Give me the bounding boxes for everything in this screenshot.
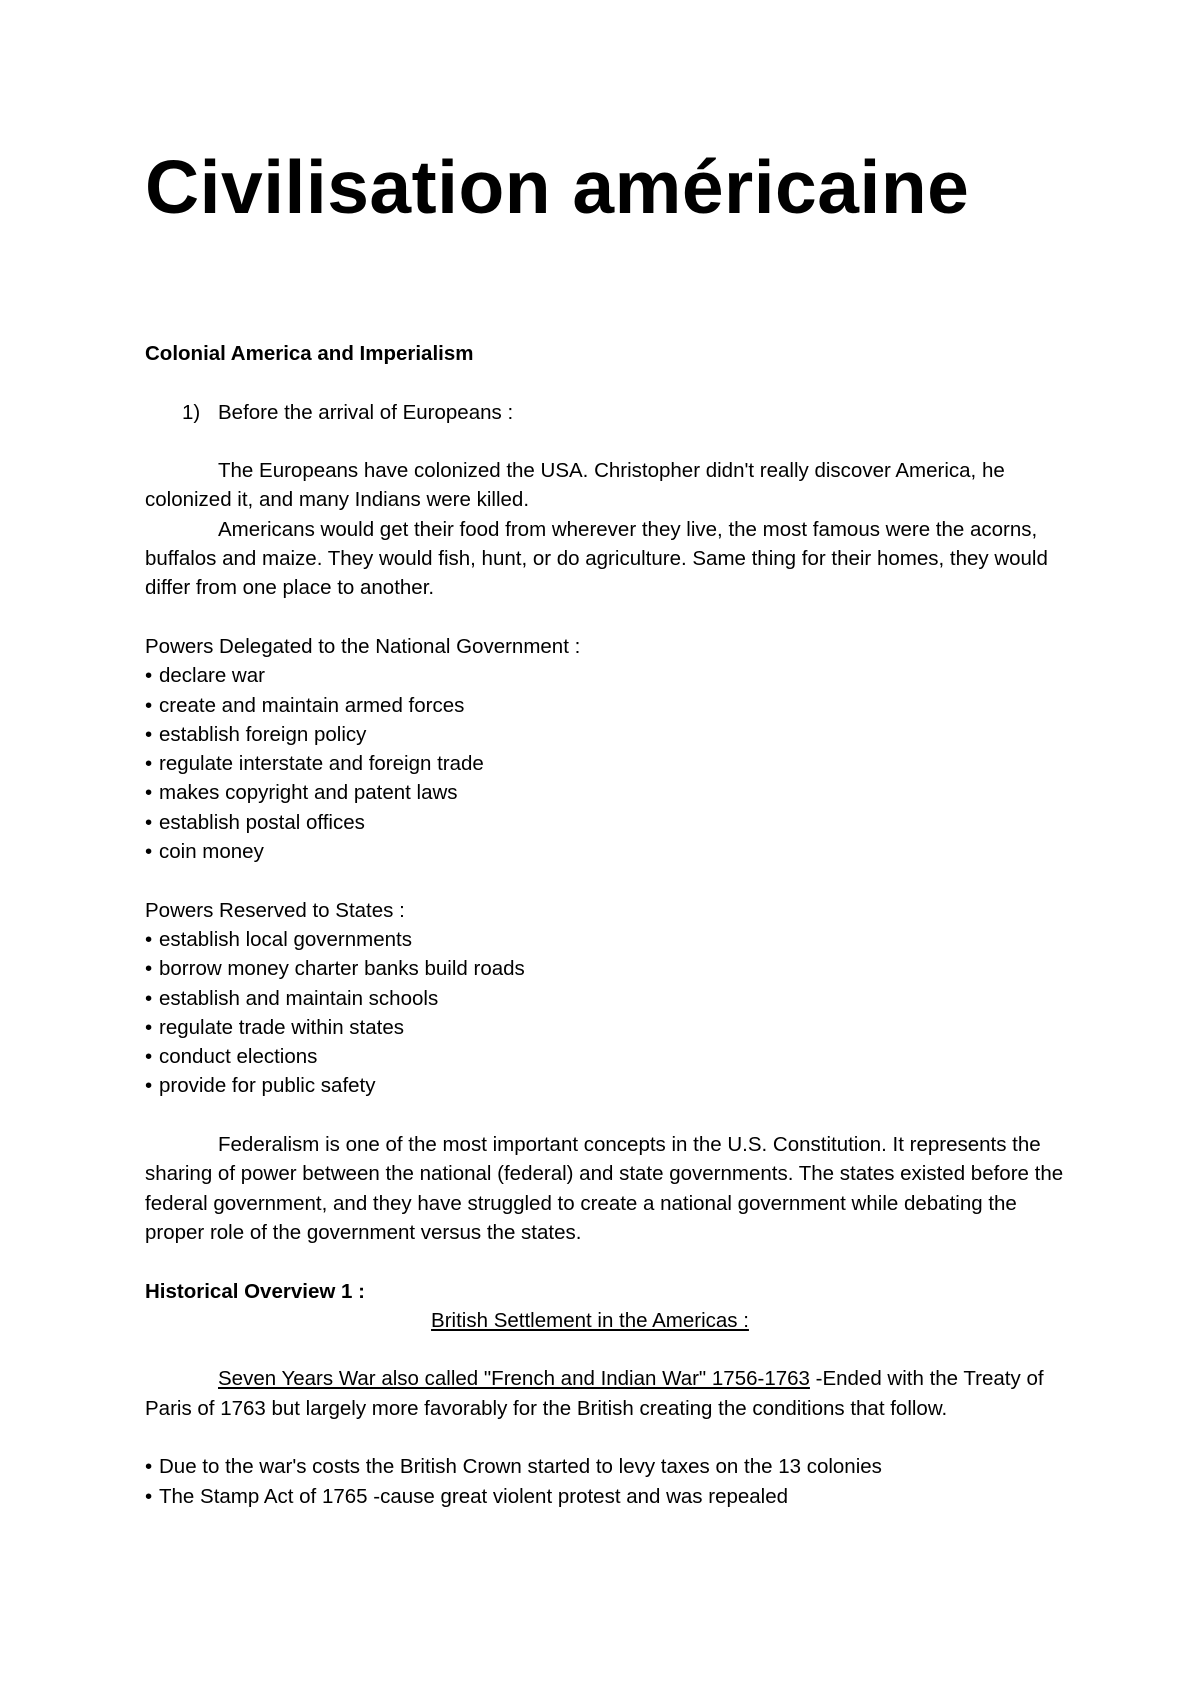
bullet-icon: • — [145, 1045, 153, 1069]
subheading-british-settlement: British Settlement in the Americas : — [431, 1308, 749, 1332]
list-item: • regulate interstate and foreign trade — [145, 749, 1065, 778]
numbered-item — [145, 398, 1065, 427]
paragraph-americans-food: Americans would get their food from wherever they live, the most famous were the acorns, buffalos and maize. They would fish, hunt, or do agriculture. Same thing for their homes, they would differ from one place to another. — [145, 517, 1048, 600]
list-item: • conduct elections — [145, 1042, 1065, 1071]
war-title: Seven Years War also called "French and Indian War" 1756-1763 — [218, 1367, 810, 1391]
national-powers-heading: Powers Delegated to the National Government : — [145, 634, 581, 658]
item-number: 1) — [182, 400, 201, 424]
bullet-icon: • — [145, 752, 153, 776]
list-item: • establish and maintain schools — [145, 984, 1065, 1013]
bullet-icon: • — [145, 840, 153, 864]
bullet-icon: • — [145, 693, 153, 717]
list-item: • makes copyright and patent laws — [145, 778, 1065, 807]
list-item: • create and maintain armed forces — [145, 691, 1065, 720]
list-item: • declare war — [145, 661, 1065, 690]
bullet-icon: • — [145, 1484, 153, 1508]
document-title: Civilisation américaine — [145, 145, 970, 229]
paragraph-seven-years-war — [145, 1364, 1065, 1423]
state-powers-list — [145, 925, 1065, 1101]
bullet-icon: • — [145, 986, 153, 1010]
bullet-icon: • — [145, 1455, 153, 1479]
list-item: • Due to the war's costs the British Crown started to levy taxes on the 13 colonies — [145, 1452, 1065, 1481]
list-item: • establish foreign policy — [145, 720, 1065, 749]
document-body — [145, 339, 1065, 1511]
list-item: • provide for public safety — [145, 1071, 1065, 1100]
list-item: • The Stamp Act of 1765 -cause great violent protest and was repealed — [145, 1482, 1065, 1511]
paragraph-federalism: Federalism is one of the most important concepts in the U.S. Constitution. It represents the sharing of power between the national (federal) and state governments. The states existed before the federal government, and they have struggled to create a national government while debating the proper role of the government versus the states. — [145, 1133, 1064, 1244]
state-powers-heading: Powers Reserved to States : — [145, 898, 405, 922]
bullet-icon: • — [145, 957, 153, 981]
bullet-icon: • — [145, 781, 153, 805]
historical-list — [145, 1452, 1065, 1511]
bullet-icon: • — [145, 722, 153, 746]
list-item: • establish postal offices — [145, 808, 1065, 837]
list-item: • regulate trade within states — [145, 1013, 1065, 1042]
bullet-icon: • — [145, 810, 153, 834]
section-heading-historical: Historical Overview 1 : — [145, 1279, 365, 1303]
list-item: • coin money — [145, 837, 1065, 866]
bullet-icon: • — [145, 664, 153, 688]
war-text: -Ended with the Treaty of Paris of 1763 but largely more favorably for the British creating the conditions that follow. — [145, 1367, 1044, 1420]
national-powers-list — [145, 661, 1065, 866]
list-item: • borrow money charter banks build roads — [145, 954, 1065, 983]
section-heading-colonial: Colonial America and Imperialism — [145, 342, 474, 365]
bullet-icon: • — [145, 927, 153, 951]
paragraph-europeans: The Europeans have colonized the USA. Christopher didn't really discover America, he colonized it, and many Indians were killed. — [145, 459, 1005, 512]
item-text: Before the arrival of Europeans : — [218, 400, 514, 424]
bullet-icon: • — [145, 1074, 153, 1098]
list-item: • establish local governments — [145, 925, 1065, 954]
bullet-icon: • — [145, 1015, 153, 1039]
